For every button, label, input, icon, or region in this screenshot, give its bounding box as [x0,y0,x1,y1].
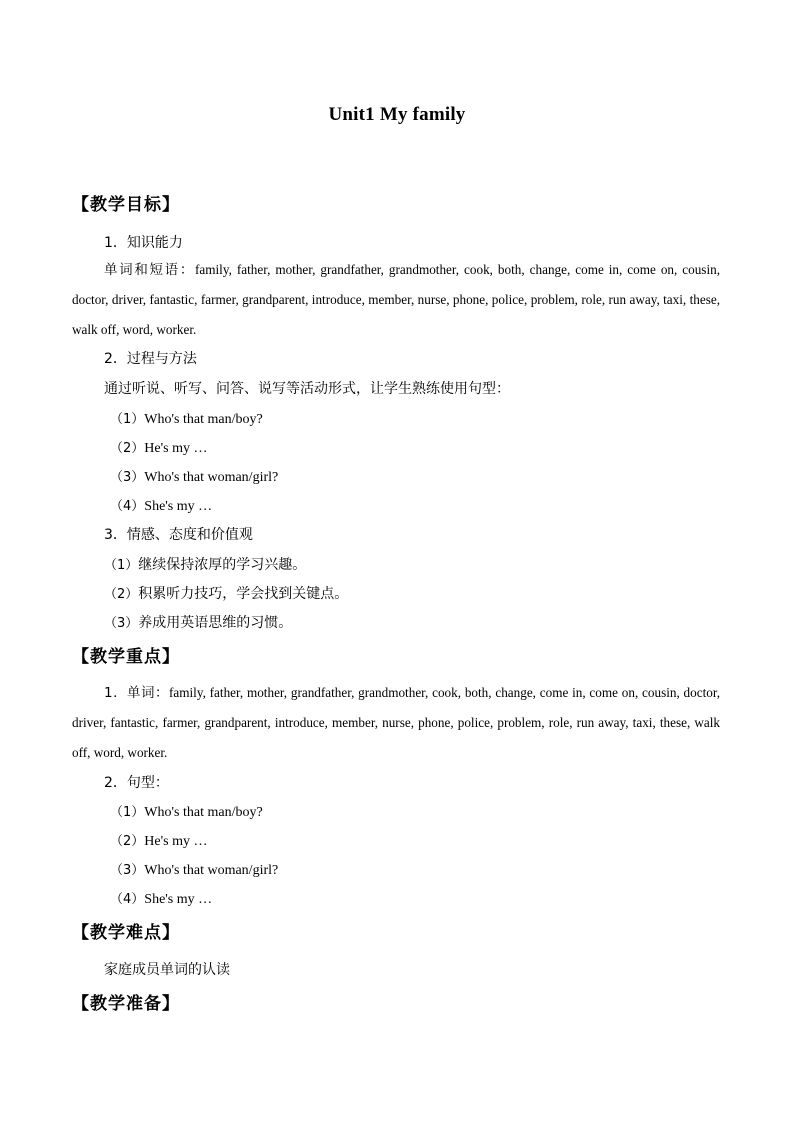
item-number: （2） [110,834,145,849]
objectives-attitude-item [104,554,306,574]
objectives-vocabulary-list: family, father, mother, grandfather, grandmother, cook, both, change, come in, come on, cousin, doctor, driver, fantastic, farmer, grandparent, introduce, member, nurse, phone, police, problem, role, run away, taxi, these, walk off, word, worker. [72,262,720,337]
objectives-heading: 【教学目标】 [72,195,180,215]
keypoints-vocabulary-paragraph [72,678,720,768]
keypoints-sentence-item [110,830,207,850]
item-text: She's my … [144,499,213,514]
objectives-attitude-item [104,612,292,632]
objectives-sentence-item [110,408,263,428]
item-text: Who's that woman/girl? [144,863,279,878]
keypoints-sentence-item [110,801,263,821]
item-text: 养成用英语思维的习惯。 [138,615,293,631]
item-number: （2） [104,587,139,602]
item-text: He's my … [144,441,208,456]
objectives-process-description: 通过听说、听写、问答、说写等活动形式，让学生熟练使用句型： [104,381,510,397]
item-number: （3） [110,470,145,485]
keypoints-heading: 【教学重点】 [72,647,180,667]
keypoints-vocabulary-list: family, father, mother, grandfather, grandmother, cook, both, change, come in, come on, cousin, doctor, driver, fantastic, farmer, grandparent, introduce, member, nurse, phone, police, problem, role, run away, taxi, these, walk off, word, worker. [72,685,721,760]
objectives-attitude-item [104,583,348,603]
item-text: Who's that man/boy? [144,412,263,427]
item-text: He's my … [144,834,208,849]
objectives-attitude-title: 3．情感、态度和价值观 [104,527,253,543]
item-text: 积累听力技巧，学会找到关键点。 [138,586,349,602]
item-number: （4） [110,499,145,514]
keypoints-sentence-item [110,888,212,908]
objectives-vocabulary-lead: 单词和短语： [104,262,196,278]
item-number: （4） [110,892,145,907]
item-text: She's my … [144,892,213,907]
difficulties-text: 家庭成员单词的认读 [104,962,230,978]
item-text: Who's that woman/girl? [144,470,279,485]
objectives-sentence-item [110,437,207,457]
item-number: （2） [110,441,145,456]
difficulties-heading: 【教学难点】 [72,923,180,943]
item-number: （3） [110,863,145,878]
item-number: （3） [104,616,139,631]
objectives-vocabulary-paragraph [72,255,720,345]
document-title: Unit1 My family [328,104,466,125]
keypoints-vocabulary-lead: 1．单词： [104,685,170,701]
item-text: Who's that man/boy? [144,805,263,820]
preparation-heading: 【教学准备】 [72,994,180,1014]
keypoints-sentence-title: 2．句型： [104,775,169,791]
objectives-knowledge-title: 1．知识能力 [104,235,183,251]
keypoints-sentence-item [110,859,278,879]
item-number: （1） [110,412,145,427]
item-number: （1） [110,805,145,820]
objectives-sentence-item [110,495,212,515]
item-text: 继续保持浓厚的学习兴趣。 [138,557,307,573]
objectives-sentence-item [110,466,278,486]
item-number: （1） [104,558,139,573]
objectives-process-title: 2．过程与方法 [104,351,197,367]
